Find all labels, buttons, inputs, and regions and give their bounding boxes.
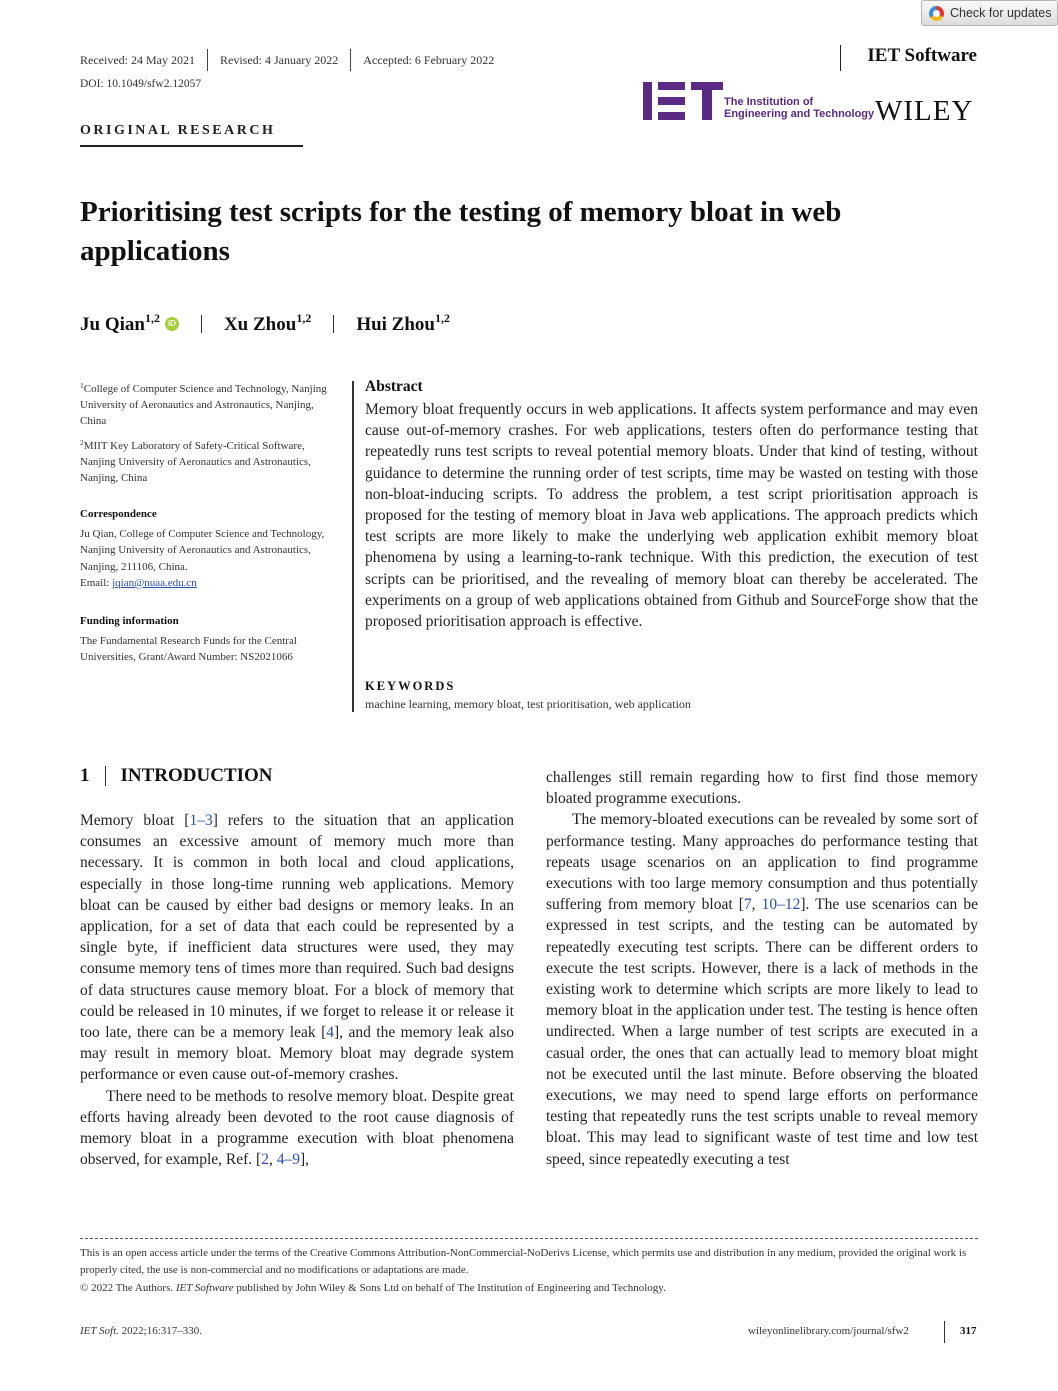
abstract-heading: Abstract: [365, 378, 423, 395]
section-tag: ORIGINAL RESEARCH: [80, 123, 303, 147]
copyright-notice: © 2022 The Authors. IET Software published by John Wiley & Sons Ltd on behalf of The Institution of Engineering and Technology.: [80, 1282, 666, 1294]
email-label: Email:: [80, 576, 110, 589]
affiliation-1: $^1$College of Computer Science and Technology, Nanjing University of Aeronautics and Astronautics, Nanjing, China: [80, 381, 327, 428]
author-name[interactable]: Ju Qian$^{1,2}$: [80, 311, 160, 335]
funding-text: The Fundamental Research Funds for the Central Universities, Grant/Award Number: NS2021066: [80, 635, 297, 664]
iet-institution-name: [724, 96, 874, 120]
email-link[interactable]: jqian@nuaa.edu.cn: [112, 576, 197, 589]
accepted-date: Accepted: 6 February 2022: [363, 52, 495, 67]
paragraph: challenges still remain regarding how to first find those memory bloated programme executions.: [546, 769, 978, 808]
author-list: [80, 311, 450, 336]
divider: [105, 766, 106, 786]
correspondence-text: Ju Qian, College of Computer Science and Technology, Nanjing University of Aeronautics and Astronautics, Nanjing, 211106, China.: [80, 528, 325, 573]
citation-link[interactable]: 4–9: [276, 1151, 300, 1169]
section-heading: [80, 765, 273, 787]
citation-link[interactable]: 10–12: [761, 896, 801, 914]
divider: [944, 1321, 945, 1343]
received-date: Received: 24 May 2021: [80, 52, 195, 67]
section-number: 1: [80, 765, 90, 786]
divider: [350, 49, 351, 71]
paragraph: The memory-bloated executions can be revealed by some sort of performance testing. Many approaches do performance testing that repeats usage scenarios on an application to find programme executions with too large memory consumption and thus potentially suffering from memory bloat [7, 10–12]. The use scenarios can be expressed in test scripts, and the testing can be automated by repeatedly executing test scripts. There can be different orders to execute the test scripts. However, there is a lack of methods in the existing work to determine which scripts are more likely to lead to memory bloat in the application under test. The testing is hence often undirected. When a large number of test scripts are executed in a casual order, the ones that can actually lead to memory bloat might not be executed until the last minute. Before observing the bloated executions, we may need to spend large efforts on performance testing that repeatedly runs the test scripts unable to reveal memory bloat. This may lead to significant waste of test time and low test speed, since repeatedly executing a test: [546, 811, 979, 1168]
keywords-text: machine learning, memory bloat, test prioritisation, web application: [365, 697, 691, 711]
journal-url[interactable]: wileyonlinelibrary.com/journal/sfw2: [748, 1325, 909, 1337]
paragraph: Memory bloat [1–3] refers to the situation that an application consumes an excessive amount of memory much more than necessary. It is common in both local and cloud applications, especially in those long-time running web applications. Memory bloat can be caused by either bad designs or memory leaks. In an application, for a set of data that each could be represented by a single byte, if inefficient data structures were used, they may consume memory tens of times more than required. Such bad designs of data structures cause memory bloat. For a block of memory that could be released in 10 minutes, if we forget to release it or release it too late, there can be a memory leak [4], and the memory leak also may result in memory bloat. Memory bloat may degrade system performance or even cause out-of-memory crashes.: [80, 812, 514, 1084]
correspondence-heading: Correspondence: [80, 508, 157, 520]
footer-rule: [80, 1238, 978, 1239]
abstract-rule: [352, 381, 354, 712]
divider: [207, 49, 208, 71]
body-column-right: [546, 767, 978, 1170]
abstract-text: Memory bloat frequently occurs in web applications. It affects system performance and may even cause out-of-memory crashes. For web applications, testers often do performance testing that repeatedly runs test scripts to reveal potential memory bloats. Under that kind of testing, without guidance to determine the running order of test scripts, time may be wasted on testing with those non-bloat-inducing scripts. To address the problem, a test script prioritisation approach is proposed for the testing of memory bloat in Java web applications. The approach predicts which test scripts are more likely to make the underlying web application exhibit memory bloat phenomena by using a learning-to-rank technique. With this prediction, the execution of test scripts can be prioritised, and the revealing of memory bloat can thereby be accelerated. The experiments on a group of web applications obtained from Github and SourceForge show that the proposed prioritisation approach is effective.: [365, 401, 978, 631]
paragraph: There need to be methods to resolve memory bloat. Despite great efforts having already been devoted to the root cause diagnosis of memory bloat in a programme execution with bloat phenomena observed, for example, Ref. [2, 4–9],: [80, 1087, 514, 1169]
page-number: 317: [960, 1325, 977, 1337]
doi[interactable]: DOI: 10.1049/sfw2.12057: [80, 78, 202, 90]
revised-date: Revised: 4 January 2022: [219, 52, 339, 67]
crossmark-icon: [929, 6, 944, 21]
article-title: Prioritising test scripts for the testing of memory bloat in web applications: [80, 196, 842, 267]
iet-line-2: Engineering and Technology: [724, 108, 875, 120]
check-for-updates-label: Check for updates: [950, 6, 1052, 20]
keywords-heading: KEYWORDS: [365, 679, 456, 693]
citation-link[interactable]: 7: [743, 896, 752, 914]
funding-information: [80, 613, 342, 666]
citation-link[interactable]: 1–3: [189, 812, 213, 829]
divider: [333, 315, 334, 333]
citation-link[interactable]: 2: [261, 1151, 269, 1169]
iet-line-1: The Institution of: [724, 96, 814, 108]
wiley-logo: WILEY: [875, 95, 974, 127]
article-history: [80, 49, 494, 71]
citation-link[interactable]: 4: [326, 1024, 334, 1042]
divider: [201, 315, 202, 333]
orcid-icon[interactable]: iD: [165, 317, 179, 331]
author-name[interactable]: Xu Zhou$^{1,2}$: [223, 311, 312, 335]
author-name[interactable]: Hui Zhou$^{1,2}$: [356, 311, 450, 335]
journal-name: IET Software: [840, 45, 977, 71]
license-notice: This is an open access article under the terms of the Creative Commons Attribution-NonCommercial-NoDerivs License, which permits use and distribution in any medium, provided the original work is properly cited, the use is non-commercial and no modifications or adaptations are made.: [80, 1247, 967, 1276]
citation-line: IET Soft. 2022;16:317–330.: [80, 1325, 203, 1337]
iet-logo: [643, 82, 723, 120]
body-column-left: [80, 810, 514, 1170]
check-for-updates-button[interactable]: [921, 0, 1058, 26]
correspondence: [80, 506, 342, 591]
funding-heading: Funding information: [80, 615, 179, 627]
section-title: INTRODUCTION: [120, 765, 273, 786]
affiliation-2: $^2$MIIT Key Laboratory of Safety-Critical Software, Nanjing University of Aeronautics and Astronautics, Nanjing, China: [80, 438, 311, 485]
